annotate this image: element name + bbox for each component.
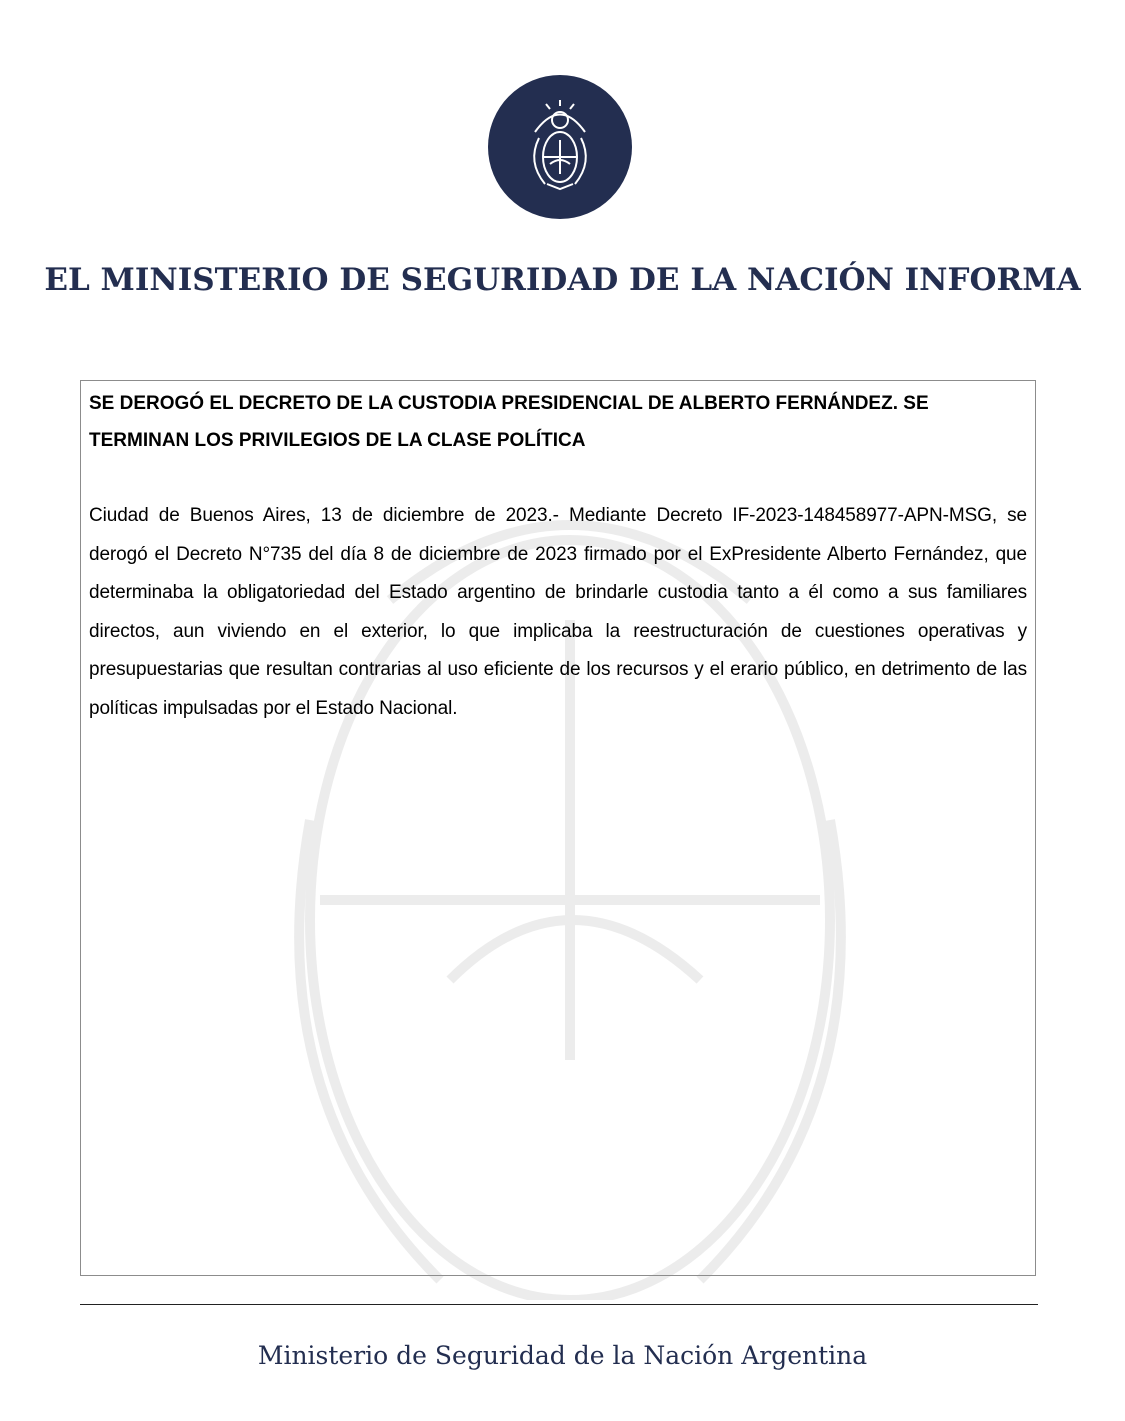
notice-box (80, 380, 1036, 1276)
seal-emblem (488, 75, 632, 219)
page-title: EL MINISTERIO DE SEGURIDAD DE LA NACIÓN INFORMA (44, 262, 1081, 298)
footer-divider (80, 1304, 1038, 1305)
argentina-coat-of-arms-icon (505, 92, 615, 202)
notice-body: Ciudad de Buenos Aires, 13 de diciembre de 2023.- Mediante Decreto IF-2023-148458977-APN-MSG, se derogó el Decreto N°735 del día 8 de diciembre de 2023 firmado por el ExPresidente Alberto Fernández, que determinaba la obligatoriedad del Estado argentino de brindarle custodia tanto a él como a sus familiares directos, aun viviendo en el exterior, lo que implicaba la reestructuración de cuestiones operativas y presupuestarias que resultan contrarias al uso eficiente de los recursos y el erario público, en detrimento de las políticas impulsadas por el Estado Nacional. (89, 505, 1027, 719)
notice-title: SE DEROGÓ EL DECRETO DE LA CUSTODIA PRESIDENCIAL DE ALBERTO FERNÁNDEZ. SE TERMINAN LOS PRIVILEGIOS DE LA CLASE POLÍTICA (89, 393, 929, 451)
footer-text: Ministerio de Seguridad de la Nación Argentina (257, 1341, 868, 1370)
